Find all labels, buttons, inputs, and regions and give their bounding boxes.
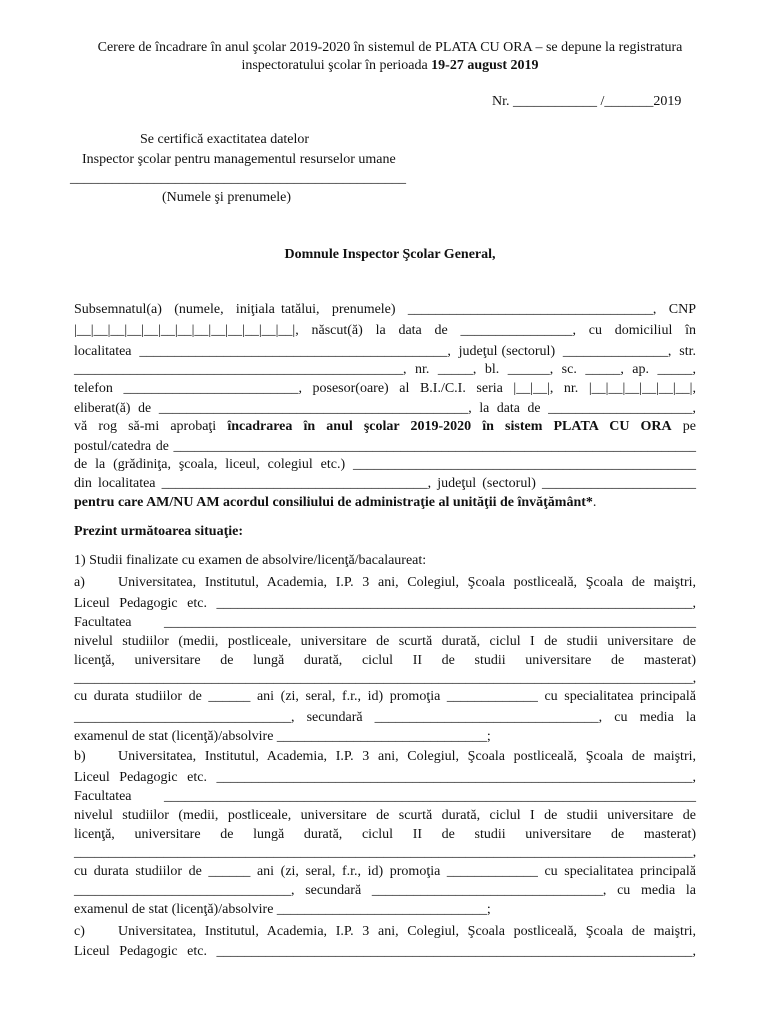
block-b-line-4: nivelul studiilor (medii, postliceale, universitare de scurtă durată, ciclul I de studii universitare de <box>74 808 696 823</box>
block-a-line-2[interactable]: Liceul Pedagogic etc. ____________________________________________________________________, <box>74 596 696 611</box>
request-line-11 <box>74 495 596 511</box>
request-line-7 <box>74 419 696 435</box>
inspector-name-caption: (Numele şi prenumele) <box>162 190 292 205</box>
request-line-8[interactable]: postul/catedra de ____________________________________________________________________________ <box>74 438 696 453</box>
block-a-line-5: licenţă, universitare de lungă durată, ciclul II de studii universitare de masterat) <box>74 653 696 668</box>
request-line-2[interactable]: |__|__|__|__|__|__|__|__|__|__|__|__|__|, născut(ă) la data de ________________, cu domiciliul în <box>74 323 696 338</box>
block-a-line-6[interactable]: __________________________________________________________________________________________, <box>74 670 697 685</box>
header-period-label: inspectoratului şcolar în perioada <box>241 58 432 73</box>
block-b-line-1: Universitatea, Institutul, Academia, I.P. 3 ani, Colegiul, Şcoala postliceală, Şcoala de maiştri, <box>118 749 696 764</box>
header-line-1: Cerere de încadrare în anul şcolar 2019-2020 în sistemul de PLATA CU ORA – se depune la registratura <box>97 40 683 55</box>
request-line-3[interactable]: localitatea ____________________________________________, judeţul (sectorul) _______________, str. <box>74 344 696 359</box>
block-a-line-9[interactable]: examenul de stat (licenţă)/absolvire ______________________________; <box>74 729 491 744</box>
request-line-6[interactable]: eliberat(ă) de _____________________________________________, la data de _____________________, <box>74 400 696 415</box>
request-line-5[interactable]: telefon _________________________, posesor(oare) al B.I./C.I. seria |__|__|, nr. |__|__|__|__|__|__|, <box>74 381 696 396</box>
request-approve-bold: încadrarea în anul şcolar 2019-2020 în sistem PLATA CU ORA <box>227 419 672 434</box>
block-a-line-3[interactable]: Facultatea ____________________________________________________________________________ <box>74 615 696 630</box>
block-a-line-8[interactable]: _______________________________, secundară ________________________________, cu media la <box>74 710 696 725</box>
block-b-line-7[interactable]: cu durata studiilor de ______ ani (zi, seral, f.r., id) promoţia _____________ cu specialitatea principală <box>74 864 696 879</box>
block-a-line-4: nivelul studiilor (medii, postliceale, universitare de scurtă durată, ciclul I de studii universitare de <box>74 634 696 649</box>
certify-line-1: Se certifică exactitatea datelor <box>140 132 310 147</box>
situation-title <box>74 524 243 540</box>
block-b-line-8[interactable]: _______________________________, secundară _________________________________, cu media la <box>74 883 696 898</box>
request-line-4[interactable]: _______________________________________________, nr. _____, bl. ______, sc. _____, ap. _____, <box>74 362 696 377</box>
header-line-2 <box>40 58 740 74</box>
studies-title: 1) Studii finalizate cu examen de absolvire/licenţă/bacalaureat: <box>74 553 427 568</box>
inspector-name-field[interactable]: ________________________________________________ <box>70 171 406 186</box>
salutation-text: Domnule Inspector Şcolar General, <box>284 247 496 262</box>
block-b-line-3[interactable]: Facultatea ____________________________________________________________________________ <box>74 789 696 804</box>
block-b-line-2[interactable]: Liceul Pedagogic etc. ____________________________________________________________________, <box>74 770 696 785</box>
request-line-9[interactable]: de la (grădiniţa, şcoala, liceul, colegiul etc.) _________________________________________________ <box>74 457 696 472</box>
request-approve-text: vă rog să-mi aprobaţi <box>74 419 228 434</box>
block-a-line-7[interactable]: cu durata studiilor de ______ ani (zi, seral, f.r., id) promoţia _____________ cu specialitatea principală <box>74 689 696 704</box>
situation-title-text: Prezint următoarea situaţie: <box>74 524 243 539</box>
block-b-line-5: licenţă, universitare de lungă durată, ciclul II de studii universitare de masterat) <box>74 827 696 842</box>
council-agreement: pentru care AM/NU AM acordul consiliului de administraţie al unităţii de învăţământ* <box>74 495 593 510</box>
header-period-dates: 19-27 august 2019 <box>431 58 539 73</box>
block-a-label: a) <box>74 575 85 590</box>
request-line-1[interactable]: Subsemnatul(a) (numele, iniţiala tatălui, prenumele) ___________________________________, CNP <box>74 302 696 317</box>
salutation <box>40 247 740 263</box>
request-approve-tail: pe <box>671 419 696 434</box>
request-line-10[interactable]: din localitatea ______________________________________, judeţul (sectorul) ______________________ <box>74 476 696 491</box>
block-b-line-9[interactable]: examenul de stat (licenţă)/absolvire ______________________________; <box>74 902 491 917</box>
council-agreement-tail: . <box>592 495 597 510</box>
registration-number: Nr. ____________ /_______2019 <box>492 94 682 109</box>
block-b-label: b) <box>74 749 86 764</box>
block-a-line-1: Universitatea, Institutul, Academia, I.P. 3 ani, Colegiul, Şcoala postliceală, Şcoala de maiştri, <box>118 575 696 590</box>
block-b-line-6[interactable]: __________________________________________________________________________________________, <box>74 844 697 859</box>
certify-line-2: Inspector şcolar pentru managementul resurselor umane <box>82 152 396 167</box>
block-c-line-1: Universitatea, Institutul, Academia, I.P. 3 ani, Colegiul, Şcoala postliceală, Şcoala de maiştri, <box>118 924 696 939</box>
block-c-label: c) <box>74 924 85 939</box>
block-c-line-2[interactable]: Liceul Pedagogic etc. ____________________________________________________________________, <box>74 944 696 959</box>
